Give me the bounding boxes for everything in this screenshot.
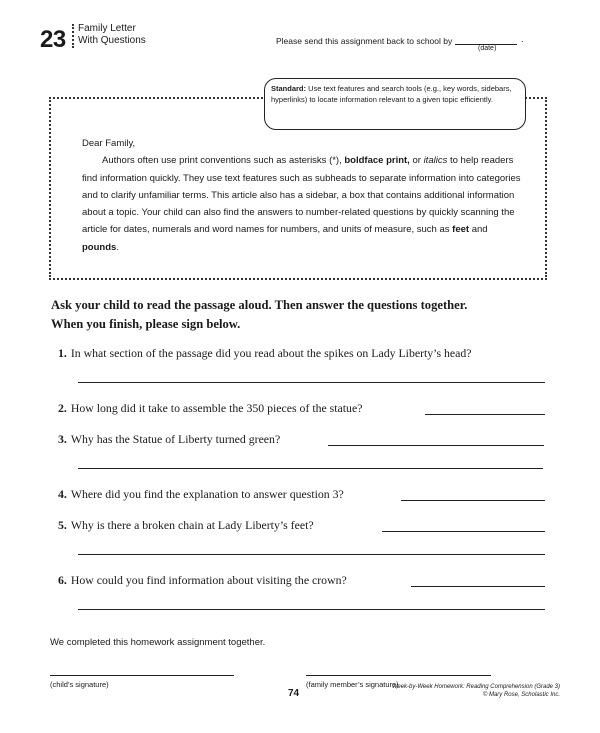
question-text: In what section of the passage did you read about the spikes on Lady Liberty’s head? xyxy=(70,346,472,360)
instructions-line2: When you finish, please sign below. xyxy=(51,317,241,331)
question-2 xyxy=(58,401,362,416)
question-number: 6. xyxy=(58,573,67,587)
letter-box-left-border xyxy=(49,97,51,277)
footer-credit xyxy=(392,683,560,699)
question-number: 1. xyxy=(58,346,67,360)
letter-text: or xyxy=(409,155,424,167)
question-5 xyxy=(58,518,314,533)
standard-label: Standard: xyxy=(271,84,307,93)
instructions xyxy=(51,296,571,334)
family-signature-label: (family member’s signature) xyxy=(306,680,399,689)
question-1 xyxy=(58,346,472,361)
question-number: 5. xyxy=(58,518,67,532)
answer-line-6b[interactable] xyxy=(78,609,545,610)
letter-italic-example: italics xyxy=(423,155,448,167)
question-number: 4. xyxy=(58,487,67,501)
lesson-number: 23 xyxy=(40,26,66,53)
question-text: Where did you find the explanation to answer question 3? xyxy=(70,487,344,501)
standard-text xyxy=(271,83,519,105)
lesson-title-line2: With Questions xyxy=(78,35,146,46)
completion-statement: We completed this homework assignment together. xyxy=(50,637,266,648)
letter-text: and xyxy=(469,224,488,236)
answer-line-1[interactable] xyxy=(78,382,545,383)
answer-line-4[interactable] xyxy=(401,500,545,501)
lesson-title xyxy=(78,23,146,47)
letter-text: to help readers find information quickly. They use text features such as subheads to separate information into categories and to clarify unfamiliar terms. This article also has a sidebar, a box that contains additional information about a topic. Your child can also find the answers to number-related questions by quickly scanning the article for dates, numerals and word names for numbers, and units of measure, such as xyxy=(82,155,521,236)
standard-description: Use text features and search tools (e.g., key words, sidebars, hyperlinks) to locate information relevant to a given topic efficiently. xyxy=(271,84,512,104)
footer-credit-line1: Week-by-Week Homework: Reading Comprehension (Grade 3) xyxy=(391,684,560,690)
date-period: . xyxy=(521,34,524,44)
letter-body xyxy=(82,152,522,256)
question-3 xyxy=(58,432,280,447)
question-4 xyxy=(58,487,344,502)
family-signature-field[interactable] xyxy=(306,675,491,676)
lesson-title-line1: Family Letter xyxy=(78,23,136,34)
letter-text: . xyxy=(116,241,119,253)
date-label: (date) xyxy=(478,45,497,52)
answer-line-3b[interactable] xyxy=(78,468,543,469)
family-letter xyxy=(82,135,522,256)
question-6 xyxy=(58,573,347,588)
question-text: How could you find information about visiting the crown? xyxy=(70,573,347,587)
letter-box-right-border xyxy=(545,97,547,277)
instructions-line1: Ask your child to read the passage aloud. Then answer the questions together. xyxy=(51,298,468,312)
question-text: How long did it take to assemble the 350 pieces of the statue? xyxy=(70,401,363,415)
child-signature-field[interactable] xyxy=(50,675,234,676)
send-back-instruction: Please send this assignment back to school by xyxy=(276,36,453,46)
footer-credit-line2: © Mary Rose, Scholastic Inc. xyxy=(482,692,560,698)
question-text: Why is there a broken chain at Lady Liberty’s feet? xyxy=(70,518,314,532)
answer-line-3a[interactable] xyxy=(328,445,544,446)
letter-bold-pounds: pounds xyxy=(82,241,117,253)
question-number: 2. xyxy=(58,401,67,415)
answer-line-2[interactable] xyxy=(425,414,545,415)
page-number: 74 xyxy=(288,688,300,699)
answer-line-6a[interactable] xyxy=(411,586,545,587)
lesson-divider xyxy=(72,24,74,48)
letter-bold-example: boldface print, xyxy=(344,155,410,167)
child-signature-label: (child’s signature) xyxy=(50,680,109,689)
letter-greeting: Dear Family, xyxy=(82,138,136,149)
letter-bold-feet: feet xyxy=(452,224,470,236)
answer-line-5b[interactable] xyxy=(78,554,545,555)
letter-text: Authors often use print conventions such as asterisks (*), xyxy=(102,155,345,167)
answer-line-5a[interactable] xyxy=(382,531,545,532)
question-number: 3. xyxy=(58,432,67,446)
question-text: Why has the Statue of Liberty turned green? xyxy=(70,432,281,446)
